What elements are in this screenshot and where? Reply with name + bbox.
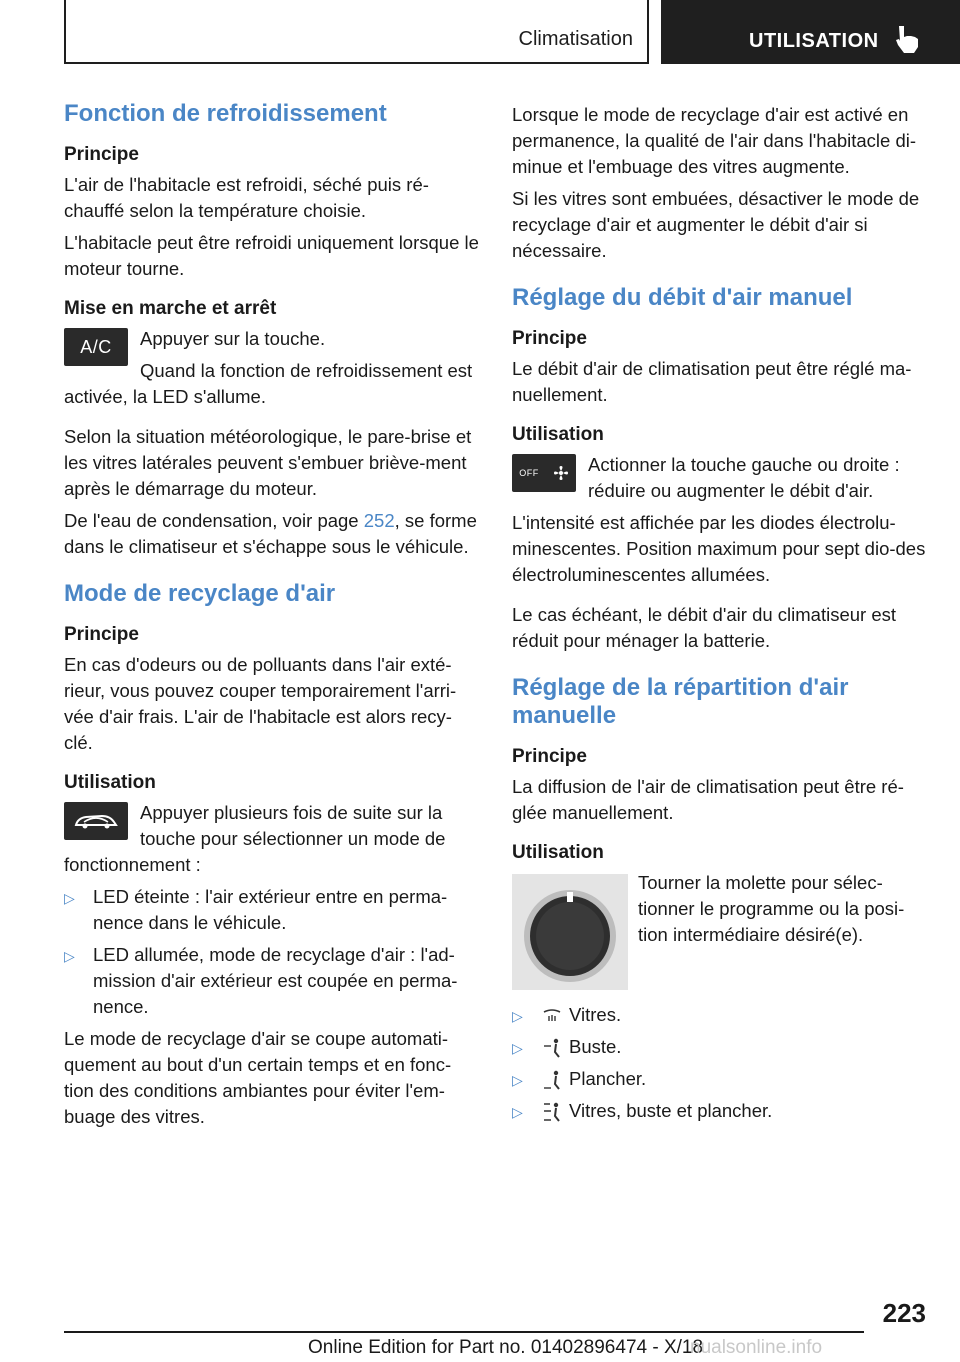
subheading-principe: Principe [512, 746, 587, 767]
triangle-bullet-icon: ▷ [512, 1040, 523, 1056]
windshield-icon [541, 1007, 563, 1025]
fan-speed-button-icon [512, 454, 576, 492]
ac-button-icon [64, 328, 128, 366]
subheading-on-off: Mise en marche et arrêt [64, 298, 277, 319]
right-column [512, 102, 927, 1130]
paragraph: Actionner la touche gauche ou droite : réduire ou augmenter le débit d'air. [588, 454, 900, 501]
upper-body-airflow-icon [541, 1037, 563, 1059]
paragraph: L'air de l'habitacle est refroidi, séché puis ré-chauffé selon la température choisie. [64, 174, 429, 221]
page-number: 223 [882, 1298, 926, 1328]
paragraph: Selon la situation météorologique, le pare-brise et les vitres latérales peuvent s'embuer briève-ment après le démarrage du moteur. [64, 426, 472, 499]
list-item: ▷ Vitres. [512, 1002, 927, 1028]
triangle-bullet-icon: ▷ [64, 948, 75, 964]
triangle-bullet-icon: ▷ [64, 890, 75, 906]
fan-instruction [512, 452, 927, 504]
subheading-utilisation: Utilisation [512, 842, 604, 863]
paragraph-condensation: De l'eau de condensation, voir page 252, se forme dans le climatiseur et s'échappe sous le véhicule. [64, 510, 477, 557]
header-chapter-box [661, 0, 960, 64]
all-zones-airflow-icon [541, 1101, 563, 1123]
subheading-utilisation: Utilisation [64, 772, 156, 793]
paragraph: Le mode de recyclage d'air se coupe automati-quement au bout d'un certain temps et en fonc-tion des conditions ambiantes pour éviter l'em-buage des vitres. [64, 1028, 452, 1127]
paragraph: Appuyer sur la touche. [140, 328, 326, 349]
subheading-utilisation: Utilisation [512, 424, 604, 445]
section-title: Climatisation [518, 28, 633, 50]
paragraph: Le cas échéant, le débit d'air du climatiseur est réduit pour ménager la batterie. [512, 604, 897, 651]
distribution-dial-image [512, 874, 628, 990]
list-item: ▷ LED allumée, mode de recyclage d'air : l'ad-mission d'air extérieur est coupée en perma-nence. [64, 944, 458, 1017]
distribution-list [512, 1002, 927, 1124]
subheading-principe: Principe [64, 144, 139, 165]
paragraph: Appuyer plusieurs fois de suite sur la touche pour sélectionner un mode de fonctionnement : [64, 802, 446, 875]
recirculation-car-icon [64, 802, 128, 840]
ac-instruction [64, 326, 479, 410]
paragraph: Quand la fonction de refroidissement est activée, la LED s'allume. [64, 360, 473, 407]
triangle-bullet-icon: ▷ [512, 1104, 523, 1120]
list-item: ▷ Vitres, buste et plancher. [512, 1098, 927, 1124]
subheading-principe: Principe [512, 328, 587, 349]
led-mode-list [64, 884, 479, 1020]
paragraph: Le débit d'air de climatisation peut être réglé ma-nuellement. [512, 358, 912, 405]
paragraph: Lorsque le mode de recyclage d'air est activé en permanence, la qualité de l'air dans l'habitacle di-minue et l'embuage des vitres augmente. [512, 104, 917, 177]
subheading-principe: Principe [64, 624, 139, 645]
recycle-instruction [64, 800, 479, 878]
heading-recycle: Mode de recyclage d'air [64, 580, 336, 607]
pointing-hand-icon [893, 24, 921, 54]
paragraph: Si les vitres sont embuées, désactiver le mode de recyclage d'air et augmenter le débit d'air si nécessaire. [512, 188, 920, 261]
list-item: ▷ LED éteinte : l'air extérieur entre en perma-nence dans le véhicule. [64, 886, 448, 933]
paragraph: La diffusion de l'air de climatisation peut être ré-glée manuellement. [512, 776, 904, 823]
paragraph: L'intensité est affichée par les diodes électrolu-minescentes. Position maximum pour sept dio-des électroluminescentes allumées. [512, 512, 926, 585]
paragraph: L'habitacle peut être refroidi uniquement lorsque le moteur tourne. [64, 232, 479, 279]
fan-icon [553, 465, 569, 481]
paragraph: Tourner la molette pour sélec-tionner le programme ou la posi-tion intermédiaire désiré(e). [638, 872, 905, 945]
page-link-252[interactable]: 252 [363, 510, 395, 531]
triangle-bullet-icon: ▷ [512, 1008, 523, 1024]
list-item: ▷ Plancher. [512, 1066, 927, 1092]
paragraph: En cas d'odeurs ou de polluants dans l'air exté-rieur, vous pouvez couper temporairement l'arri-vée d'air frais. L'air de l'habitacle est alors recy-clé. [64, 654, 457, 753]
left-column [64, 100, 479, 1136]
fan-off-label: OFF [519, 468, 539, 478]
ac-button-label: A/C [80, 336, 112, 357]
dial-instruction [512, 870, 927, 998]
header-section-box [64, 0, 649, 64]
triangle-bullet-icon: ▷ [512, 1072, 523, 1088]
list-item: ▷ Buste. [512, 1034, 927, 1060]
footer-watermark: nualsonline.info [690, 1337, 823, 1358]
heading-air-distribution: Réglage de la répartition d'air manuelle [512, 674, 849, 729]
footer-divider [64, 1331, 864, 1333]
chapter-title: UTILISATION [749, 30, 879, 52]
heading-air-flow: Réglage du débit d'air manuel [512, 284, 853, 311]
floor-airflow-icon [541, 1069, 563, 1091]
heading-cooling: Fonction de refroidissement [64, 100, 387, 127]
footer-edition: Online Edition for Part no. 01402896474 - X/18 [308, 1337, 704, 1358]
